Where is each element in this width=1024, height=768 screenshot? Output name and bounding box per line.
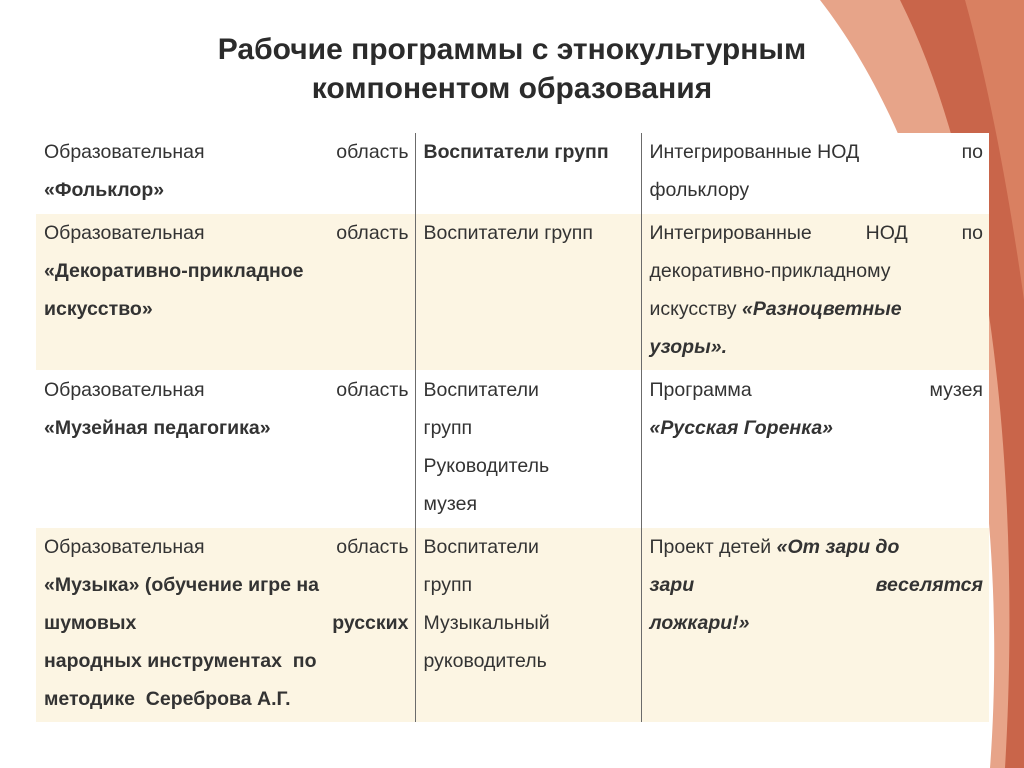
staff-cell <box>415 528 641 723</box>
page-title-line-1: Рабочие программы с этнокультурным <box>217 33 807 66</box>
page-title-line-2: компонентом образования <box>311 72 713 105</box>
staff-text: Воспитатели групп <box>423 222 593 244</box>
table-row <box>36 133 989 214</box>
program-text: по <box>961 222 983 244</box>
program-text: Программа <box>649 379 752 401</box>
program-text: фольклору <box>649 179 750 201</box>
staff-text: руководитель <box>423 650 547 672</box>
program-title: «Разноцветные <box>741 298 902 320</box>
area-name: русских <box>332 612 409 634</box>
staff-cell <box>415 133 641 214</box>
program-cell <box>641 214 989 371</box>
area-word: область <box>336 222 409 244</box>
area-cell <box>36 214 415 371</box>
staff-text: групп <box>423 574 473 596</box>
staff-text: Музыкальный <box>423 612 550 634</box>
area-prefix: Образовательная <box>44 141 205 163</box>
program-text: НОД <box>865 222 908 244</box>
area-name: искусство» <box>44 298 153 320</box>
table-row <box>36 214 989 371</box>
program-title: «От зари до <box>776 536 900 558</box>
area-name: «Музейная педагогика» <box>44 417 271 439</box>
area-cell <box>36 133 415 214</box>
program-title: зари <box>649 574 695 596</box>
table-row <box>36 528 989 723</box>
staff-text: Воспитатели групп <box>423 141 609 163</box>
area-word: область <box>336 379 409 401</box>
area-name: «Музыка» (обучение игре на <box>44 574 320 596</box>
area-cell <box>36 371 415 528</box>
area-cell <box>36 528 415 723</box>
staff-cell <box>415 214 641 371</box>
area-name: методике Сереброва А.Г. <box>44 688 291 710</box>
program-cell <box>641 133 989 214</box>
table-row <box>36 371 989 528</box>
program-text: декоративно-прикладному <box>649 260 891 282</box>
area-prefix: Образовательная <box>44 536 205 558</box>
page-title <box>0 30 1024 108</box>
program-title: «Русская Горенка» <box>649 417 834 439</box>
programs-table <box>36 133 989 722</box>
staff-text: Руководитель <box>423 455 550 477</box>
area-name: шумовых <box>44 612 137 634</box>
staff-text: музея <box>423 493 478 515</box>
program-title: веселятся <box>875 574 983 596</box>
program-text: по <box>961 141 983 163</box>
program-title: ложкари!» <box>649 612 750 634</box>
staff-cell <box>415 371 641 528</box>
area-word: область <box>336 141 409 163</box>
area-prefix: Образовательная <box>44 379 205 401</box>
area-word: область <box>336 536 409 558</box>
program-cell <box>641 528 989 723</box>
program-text: Интегрированные НОД <box>649 141 860 163</box>
program-text: искусству <box>649 298 737 320</box>
area-prefix: Образовательная <box>44 222 205 244</box>
area-name: «Фольклор» <box>44 179 165 201</box>
program-text: Проект детей <box>649 536 772 558</box>
area-name: народных инструментах по <box>44 650 317 672</box>
staff-text: Воспитатели <box>423 536 539 558</box>
program-cell <box>641 371 989 528</box>
program-text: Интегрированные <box>649 222 812 244</box>
staff-text: групп <box>423 417 473 439</box>
program-text: музея <box>929 379 983 401</box>
area-name: «Декоративно-прикладное <box>44 260 304 282</box>
program-title: узоры». <box>649 336 728 358</box>
staff-text: Воспитатели <box>423 379 539 401</box>
